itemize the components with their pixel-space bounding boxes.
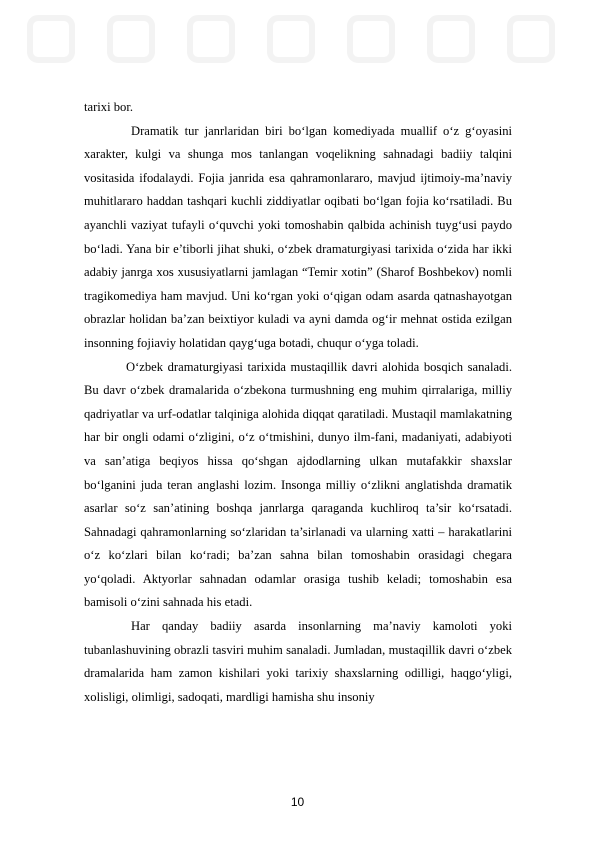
paragraph-comedy-tragedy: Dramatik tur janrlaridan biri bo‘lgan komediyada muallif o‘z g‘oyasini xarakter, kulgi va shunga mos tanlangan voqelikning sahnadagi badiiy talqini vositasida ifodalaydi. Fojia janrida esa qahramonlararo, mavjud ijtimoiy-ma’naviy muhitlararo haddan tashqari kuchli ziddiyatlar oqibati bo‘lgan fojia ko‘rsatiladi. Bu ayanchli vaziyat tufayli o‘quvchi yoki tomoshabin qalbida achinish tuyg‘usi paydo bo‘ladi. Yana bir e’tiborli jihat shuki, o‘zbek dramaturgiyasi tarixida o‘zida har ikki adabiy janrga xos xususiyatlarni jamlagan “Temir xotin” (Sharof Boshbekov) nomli tragikomediya ham mavjud. Uni ko‘rgan yoki o‘qigan odam asarda qatnashayotgan obrazlar holidan ba’zan beixtiyor kuladi va ayni damda og‘ir mehnat ostida ezilgan insonning fojiaviy holatidan qayg‘uga botadi, chuqur o‘yga toladi. — [84, 123, 512, 350]
watermark-pattern — [0, 0, 595, 80]
page-number: 10 — [290, 795, 305, 809]
body-text — [84, 96, 512, 709]
paragraph-independence-period: O‘zbek dramaturgiyasi tarixida mustaqillik davri alohida bosqich sanaladi. Bu davr o‘zbek dramalarida o‘zbekona turmushning eng muhim qirralariga, milliy qadriyatlar va urf-odatlar talqiniga alohida diqqat qaratiladi. Mustaqil mamlakatning har bir ongli odami o‘zligini, o‘z o‘tmishini, dunyo ilm-fani, madaniyati, adabiyoti va san’atiga beqiyos hissa qo‘shgan ajdodlarning ulkan mutafakkir shaxslar bo‘lganini juda teran anglashi lozim. Insonga milliy o‘zlikni anglatishda dramatik asarlar so‘z san’atining boshqa janrlarga qaraganda kuchliroq ta’sir ko‘rsatadi. Sahnadagi qahramonlarning so‘zlaridan ta’sirlanadi va ularning xatti – harakatlarini o‘z ko‘zlari bilan ko‘radi; ba’zan sahna bilan tomoshabin orasidagi chegara yo‘qoladi. Aktyorlar sahnadan odamlar orasiga tushib keladi; tomoshabin esa bamisoli o‘zini sahnada his etadi. — [84, 359, 512, 610]
paragraph-spiritual-growth: Har qanday badiiy asarda insonlarning ma’naviy kamoloti yoki tubanlashuvining obrazli tasviri muhim sanaladi. Jumladan, mustaqillik davri o‘zbek dramalarida ham zamon kishilari yoki tarixiy shaxslarning odilligi, haqgo‘yligi, xolisligi, olimligi, sadoqati, mardligi hamisha shu insoniy — [84, 619, 512, 704]
continuation-line: tarixi bor. — [84, 100, 133, 114]
